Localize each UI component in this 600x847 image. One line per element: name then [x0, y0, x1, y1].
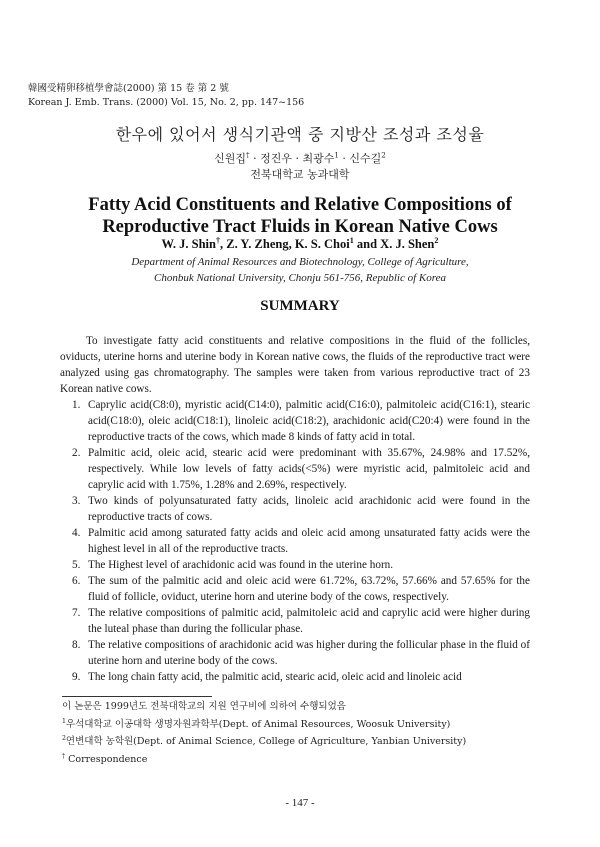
english-authors	[0, 236, 600, 252]
list-item-text: Palmitic acid, oleic acid, stearic acid were predominant with 35.67%, 24.98% and 17.52%, respectively. While low levels of fatty acids(<5%) were myristic acid, palmitoleic acid and caprylic acid with 1.75%, 1.28% and 2.69%, respectively.	[88, 447, 530, 491]
list-item	[72, 557, 530, 573]
list-item-number: 4.	[72, 527, 81, 539]
page-number: - 147 -	[285, 797, 315, 809]
list-item-text: Caprylic acid(C8:0), myristic acid(C14:0), palmitic acid(C16:0), palmitoleic acid(C16:1), stearic acid(C18:0), oleic acid(C18:1), linoleic acid(C18:2), arachidonic acid(C20:4) were found in the reproductive tracts of the cows, which made 8 kinds of fatty acid in total.	[88, 399, 530, 443]
list-item-number: 5.	[72, 559, 81, 571]
korean-author-4-mark: 2	[381, 150, 386, 160]
list-item	[72, 525, 530, 557]
list-item-number: 7.	[72, 607, 81, 619]
footnote-text: Correspondence	[65, 753, 148, 765]
footnotes	[62, 700, 466, 767]
list-item	[72, 397, 530, 445]
journal-citation	[28, 82, 304, 110]
english-author-3-mark: 1	[349, 236, 354, 245]
english-title-line-1: Fatty Acid Constituents and Relative Compositions of	[88, 195, 512, 215]
footnote-text: 우석대학교 이공대학 생명자원과학부(Dept. of Animal Resources, Woosuk University)	[65, 718, 451, 730]
korean-author-1-mark: †	[246, 150, 250, 160]
korean-affiliation: 전북대학교 농과대학	[250, 168, 350, 181]
summary-findings-list	[72, 397, 530, 685]
english-author-4: and X. J. Shen	[353, 237, 435, 252]
list-item-number: 6.	[72, 575, 81, 587]
korean-authors	[0, 150, 600, 166]
list-item	[72, 445, 530, 493]
footnote-mark: 1	[62, 717, 66, 725]
english-title	[0, 194, 600, 238]
korean-authors-middle: · 정진우 · 최광수	[249, 152, 335, 165]
list-item-number: 2.	[72, 447, 81, 459]
list-item	[72, 605, 530, 637]
footnote-correspondence	[62, 750, 466, 768]
english-title-line-2: Reproductive Tract Fluids in Korean Native Cows	[102, 217, 498, 237]
list-item-number: 3.	[72, 495, 81, 507]
journal-line-korean: 韓國受精卵移植學會誌(2000) 第 15 卷 第 2 號	[28, 83, 229, 94]
list-item	[72, 493, 530, 525]
list-item-number: 8.	[72, 639, 81, 651]
affiliation-line-2: Chonbuk National University, Chonju 561-756, Republic of Korea	[154, 272, 446, 284]
summary-intro: To investigate fatty acid constituents and relative compositions in the fluid of the follicles, oviducts, uterine horns and uterine body in Korean native cows, the fluids of the reproductive tract were analyzed using gas chromatography. The samples were taken from various reproductive tract of 23 Korean native cows.	[60, 335, 530, 395]
list-item	[72, 637, 530, 669]
affiliation-line-1: Department of Animal Resources and Biotechnology, College of Agriculture,	[131, 256, 469, 268]
footnote-funding: 이 논문은 1999년도 전북대학교의 지원 연구비에 의하여 수행되었음	[62, 701, 346, 712]
korean-author-1: 신원집	[214, 152, 247, 165]
footnote-affiliation-2	[62, 732, 466, 750]
footnote-mark: †	[62, 752, 66, 760]
list-item-text: The long chain fatty acid, the palmitic acid, stearic acid, oleic acid and linoleic acid	[88, 671, 462, 683]
footnote-mark: 2	[62, 735, 66, 743]
list-item-text: The relative compositions of palmitic acid, palmitoleic acid and caprylic acid were higher during the luteal phase than during the follicular phase.	[88, 607, 530, 635]
summary-heading: SUMMARY	[260, 298, 340, 314]
list-item-text: The relative compositions of arachidonic acid was higher during the follicular phase in the fluid of uterine horn and uterine body of the cows.	[88, 639, 530, 667]
list-item	[72, 573, 530, 605]
english-author-4-mark: 2	[434, 236, 439, 245]
footnote-affiliation-1	[62, 715, 466, 733]
list-item-text: The Highest level of arachidonic acid was found in the uterine horn.	[88, 559, 394, 571]
korean-author-4: · 신수길	[338, 152, 382, 165]
list-item-text: The sum of the palmitic acid and oleic acid were 61.72%, 63.72%, 57.66% and 57.65% for the fluid of follicle, oviduct, uterine horn and uterine body of the cows, respectively.	[88, 575, 530, 603]
list-item-number: 1.	[72, 399, 81, 411]
journal-line-english: Korean J. Emb. Trans. (2000) Vol. 15, No. 2, pp. 147~156	[28, 97, 305, 108]
korean-title: 한우에 있어서 생식기관액 중 지방산 조성과 조성율	[115, 125, 485, 144]
list-item-text: Two kinds of polyunsaturated fatty acids, linoleic acid arachidonic acid were found in the reproductive tracts of cows.	[88, 495, 530, 523]
list-item	[72, 669, 530, 685]
footnote-divider	[62, 696, 212, 697]
english-author-1: W. J. Shin	[161, 237, 216, 252]
english-authors-2-3: , Z. Y. Zheng, K. S. Choi	[220, 237, 350, 252]
english-affiliation	[0, 254, 600, 286]
english-author-1-mark: †	[215, 236, 221, 245]
list-item-number: 9.	[72, 671, 81, 683]
korean-author-3-mark: 1	[334, 150, 339, 160]
list-item-text: Palmitic acid among saturated fatty acids and oleic acid among unsaturated fatty acids were the highest level in all of the reproductive tracts.	[88, 527, 530, 555]
footnote-text: 연변대학 농학원(Dept. of Animal Science, College of Agriculture, Yanbian University)	[65, 736, 467, 748]
